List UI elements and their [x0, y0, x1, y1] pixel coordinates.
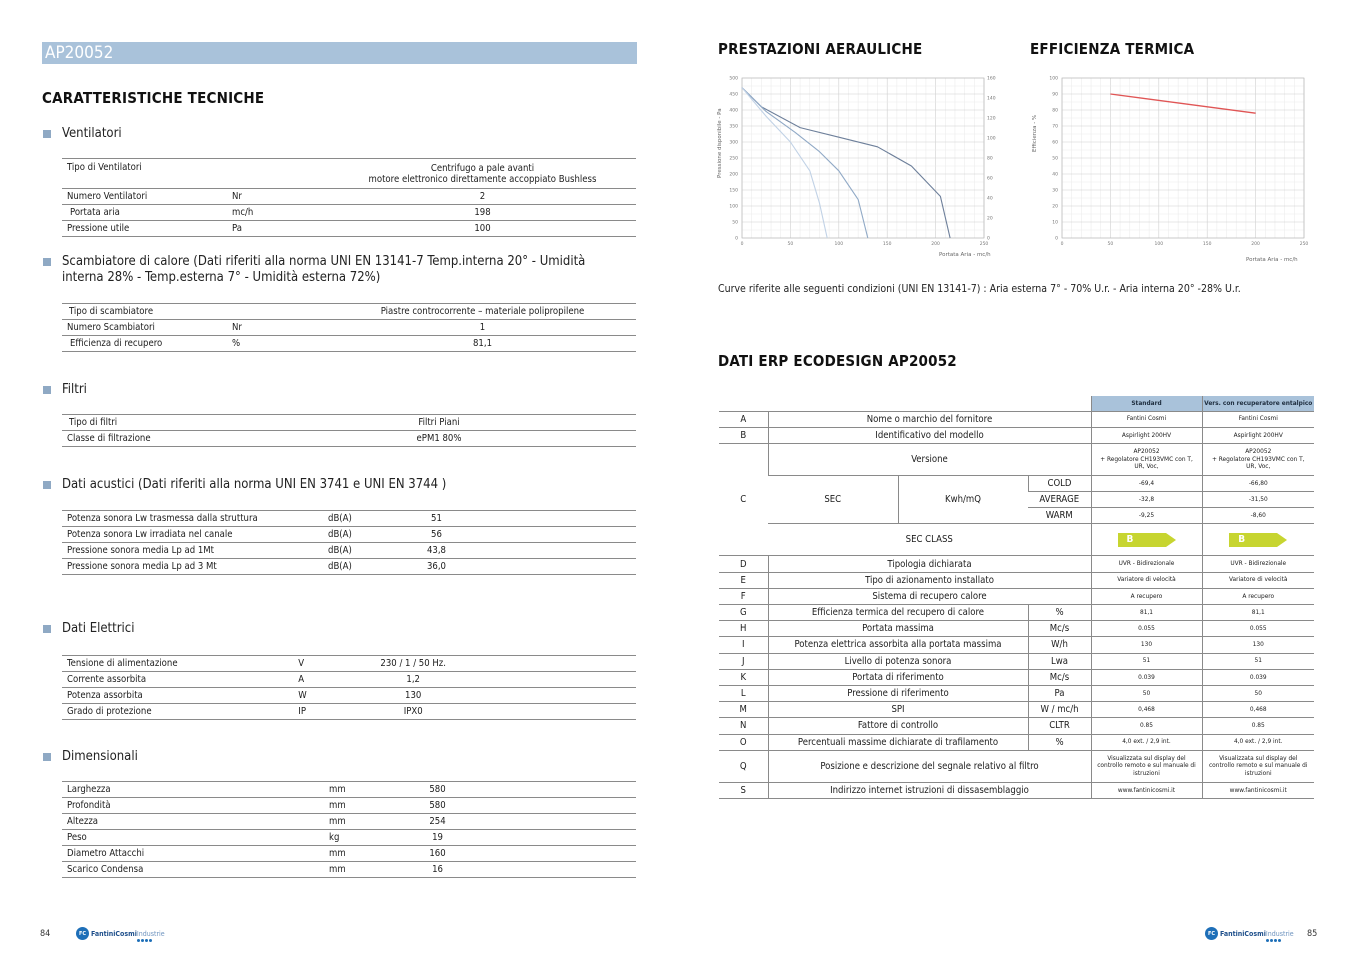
y-tick-label: 30 — [1052, 188, 1058, 194]
table-row: S Indirizzo internet istruzioni di dissasemblaggio www.fantinicosmi.it www.fantinicosmi.it — [719, 782, 1314, 798]
scambiatore-table — [62, 303, 636, 352]
table-row: SEC Kwh/mQ COLD -69,4 -66,80 — [719, 475, 1314, 491]
y-tick-label: 350 — [729, 124, 738, 130]
x-tick-label: 200 — [1251, 242, 1260, 247]
table-row: Pressione sonora media Lp ad 3 Mt dB(A) 36,0 — [62, 559, 636, 575]
table-row: AVERAGE -32,8 -31,50 — [719, 492, 1314, 508]
table-row: Larghezza mm 580 — [62, 782, 636, 798]
dimensionali-table — [62, 781, 636, 878]
table-row: O Percentuali massime dichiarate di trafilamento % 4,0 ext. / 2,9 int. 4,0 ext. / 2,9 int. — [719, 734, 1314, 750]
x-tick-label: 250 — [1299, 242, 1309, 247]
x-tick-label: 50 — [787, 242, 794, 247]
spec-value: Centrifugo a pale avanti motore elettronico direttamente accoppiato Bushless — [368, 162, 597, 185]
table-row: Corrente assorbita A 1,2 — [62, 672, 636, 688]
section-title: Dati Elettrici — [62, 621, 135, 636]
table-row: Grado di protezione IP IPX0 — [62, 704, 636, 720]
bullet-square-icon — [43, 258, 51, 266]
table-row: F Sistema di recupero calore A recupero A recupero — [719, 588, 1314, 604]
x-tick-label: 250 — [979, 242, 989, 247]
chart-ylabel: Efficienza - % — [1032, 114, 1038, 152]
energy-class-badge: B — [1229, 533, 1287, 547]
sec-class-cell — [1202, 524, 1314, 556]
x-tick-label: 150 — [1202, 242, 1212, 247]
table-row: Pressione sonora media Lp ad 1Mt dB(A) 43,8 — [62, 543, 636, 559]
table-row: SEC CLASS B B — [719, 524, 1314, 556]
y-tick-label: 90 — [1052, 92, 1058, 98]
chart-xlabel: Portata Aria - mc/h — [1246, 257, 1298, 263]
page-number-right: 85 — [1307, 929, 1318, 939]
table-row: WARM -9,25 -8,60 — [719, 508, 1314, 524]
table-row — [62, 159, 636, 189]
table-row: Portata aria mc/h 198 — [62, 205, 636, 221]
y2-tick-label: 140 — [987, 96, 996, 102]
section-filtri — [42, 382, 87, 398]
y-tick-label: 100 — [729, 204, 738, 210]
y-tick-label: 10 — [1052, 220, 1058, 226]
energy-class-badge: B — [1118, 533, 1176, 547]
y-tick-label: 0 — [735, 236, 738, 242]
specs-heading: CARATTERISTICHE TECNICHE — [42, 89, 265, 107]
table-row: Pressione utile Pa 100 — [62, 221, 636, 237]
table-row: Numero Scambiatori Nr 1 — [62, 320, 636, 336]
y2-tick-label: 120 — [987, 116, 996, 122]
logo-dots-icon — [137, 939, 152, 942]
bullet-square-icon — [43, 386, 51, 394]
logo-mark-icon: FC — [1205, 927, 1218, 940]
efficienza-title: EFFICIENZA TERMICA — [1030, 40, 1195, 58]
erp-table — [719, 396, 1314, 799]
chart-xlabel: Portata Aria - mc/h — [939, 252, 991, 258]
section-acustici — [42, 477, 446, 493]
table-row: D Tipologia dichiarata UVR - Bidirezionale UVR - Bidirezionale — [719, 556, 1314, 572]
y-tick-label: 300 — [729, 140, 738, 146]
section-dimensionali — [42, 749, 138, 765]
y-tick-label: 50 — [732, 220, 738, 226]
y-tick-label: 100 — [1049, 76, 1058, 82]
y2-tick-label: 80 — [987, 156, 993, 162]
table-row: J Livello di potenza sonora Lwa 51 51 — [719, 653, 1314, 669]
table-row: K Portata di riferimento Mc/s 0.039 0.039 — [719, 669, 1314, 685]
y-tick-label: 60 — [1052, 140, 1058, 146]
table-row: M SPI W / mc/h 0,468 0,468 — [719, 702, 1314, 718]
section-title: Scambiatore di calore (Dati riferiti alla norma UNI EN 13141-7 Temp.interna 20° - Umidità interna 28% - Temp.esterna 7° - Umidità esterna 72%) — [62, 254, 586, 285]
section-title: Dimensionali — [62, 749, 138, 764]
filtri-table — [62, 414, 636, 447]
table-row: Q Posizione e descrizione del segnale relativo al filtro Visualizzata sul display del controllo remoto e sul manuale di istruzioni Visualizzata sul display del controllo remoto e sul manuale di istruzioni — [719, 750, 1314, 782]
y-tick-label: 50 — [1052, 156, 1058, 162]
column-header-enthalpic: Vers. con recuperatore entalpico — [1202, 396, 1314, 411]
series-line — [1110, 94, 1255, 113]
model-code-bar: AP20052 — [42, 42, 637, 64]
section-ventilatori — [42, 126, 122, 142]
brand-logo-right: FC FantiniCosmiIndustrie — [1205, 927, 1294, 940]
table-row: C Versione AP20052 + Regolatore CH193VMC con T, UR, Voc, AP20052 + Regolatore CH193VMC con T, UR, Voc, — [719, 443, 1314, 475]
y2-tick-label: 40 — [987, 196, 993, 202]
x-tick-label: 0 — [740, 242, 744, 247]
table-row: Efficienza di recupero % 81,1 — [62, 336, 636, 352]
table-row: Peso kg 19 — [62, 830, 636, 846]
ventilatori-table — [62, 158, 636, 237]
y2-tick-label: 20 — [987, 216, 993, 222]
y-tick-label: 250 — [729, 156, 738, 162]
erp-title: DATI ERP ECODESIGN AP20052 — [718, 352, 957, 370]
table-row: A Nome o marchio del fornitore Fantini Cosmi Fantini Cosmi — [719, 411, 1314, 427]
table-row: Potenza sonora Lw trasmessa dalla struttura dB(A) 51 — [62, 511, 636, 527]
table-row: Potenza sonora Lw irradiata nel canale dB(A) 56 — [62, 527, 636, 543]
table-row: Tipo di filtri Filtri Piani — [62, 415, 636, 431]
x-tick-label: 200 — [931, 242, 940, 247]
y-tick-label: 400 — [729, 108, 738, 114]
elettrici-table — [62, 655, 636, 720]
y-tick-label: 450 — [729, 92, 738, 98]
table-row: E Tipo di azionamento installato Variatore di velocità Variatore di velocità — [719, 572, 1314, 588]
section-title: Ventilatori — [62, 126, 122, 141]
bullet-square-icon — [43, 130, 51, 138]
y-tick-label: 40 — [1052, 172, 1058, 178]
table-row: H Portata massima Mc/s 0.055 0.055 — [719, 621, 1314, 637]
table-row: Scarico Condensa mm 16 — [62, 862, 636, 878]
brand-logo-left: FC FantiniCosmiIndustrie — [76, 927, 165, 940]
table-row: Profondità mm 580 — [62, 798, 636, 814]
page-number-left: 84 — [40, 929, 51, 939]
x-tick-label: 100 — [834, 242, 844, 247]
table-row: Diametro Attacchi mm 160 — [62, 846, 636, 862]
bullet-square-icon — [43, 625, 51, 633]
table-row: B Identificativo del modello Aspirlight 200HV Aspirlight 200HV — [719, 427, 1314, 443]
table-row: Classe di filtrazione ePM1 80% — [62, 431, 636, 447]
y-tick-label: 200 — [729, 172, 738, 178]
section-scambiatore — [42, 254, 642, 286]
sec-class-cell — [1091, 524, 1202, 556]
x-tick-label: 0 — [1060, 242, 1064, 247]
y-tick-label: 500 — [729, 76, 738, 82]
section-elettrici — [42, 621, 134, 637]
table-row: Tensione di alimentazione V 230 / 1 / 50 Hz. — [62, 656, 636, 672]
curve-conditions-note: Curve riferite alle seguenti condizioni (UNI EN 13141-7) : Aria esterna 7° - 70% U.r. - Aria interna 20° -28% U.r. — [718, 283, 1241, 295]
table-row: L Pressione di riferimento Pa 50 50 — [719, 685, 1314, 701]
table-row: Numero Ventilatori Nr 2 — [62, 189, 636, 205]
acustici-table — [62, 510, 636, 575]
prestazioni-title: PRESTAZIONI AERAULICHE — [718, 40, 923, 58]
spec-label: Tipo di Ventilatori — [67, 162, 142, 173]
x-tick-label: 50 — [1107, 242, 1114, 247]
table-row — [719, 396, 1314, 411]
table-row: Tipo di scambiatore Piastre controcorrente – materiale polipropilene — [62, 304, 636, 320]
y2-tick-label: 160 — [987, 76, 996, 82]
bullet-square-icon — [43, 753, 51, 761]
table-row: Altezza mm 254 — [62, 814, 636, 830]
y-tick-label: 70 — [1052, 124, 1058, 130]
y2-tick-label: 60 — [987, 176, 993, 182]
bullet-square-icon — [43, 481, 51, 489]
x-tick-label: 100 — [1154, 242, 1164, 247]
table-row: N Fattore di controllo CLTR 0.85 0.85 — [719, 718, 1314, 734]
y-tick-label: 150 — [729, 188, 738, 194]
x-tick-label: 150 — [882, 242, 892, 247]
table-row: Potenza assorbita W 130 — [62, 688, 636, 704]
y-tick-label: 80 — [1052, 108, 1058, 114]
column-header-standard: Standard — [1091, 396, 1202, 411]
y2-tick-label: 100 — [987, 136, 996, 142]
y2-tick-label: 0 — [987, 236, 990, 242]
section-title: Filtri — [62, 382, 87, 397]
chart-ylabel: Pressione disponibile - Pa — [717, 108, 723, 178]
logo-dots-icon — [1266, 939, 1281, 942]
efficienza-chart — [1026, 68, 1316, 264]
table-row: G Efficienza termica del recupero di calore % 81,1 81,1 — [719, 605, 1314, 621]
logo-mark-icon: FC — [76, 927, 89, 940]
y-tick-label: 0 — [1055, 236, 1058, 242]
prestazioni-chart — [712, 68, 1004, 264]
table-row: I Potenza elettrica assorbita alla portata massima W/h 130 130 — [719, 637, 1314, 653]
section-title: Dati acustici (Dati riferiti alla norma UNI EN 3741 e UNI EN 3744 ) — [62, 477, 447, 492]
y-tick-label: 20 — [1052, 204, 1058, 210]
